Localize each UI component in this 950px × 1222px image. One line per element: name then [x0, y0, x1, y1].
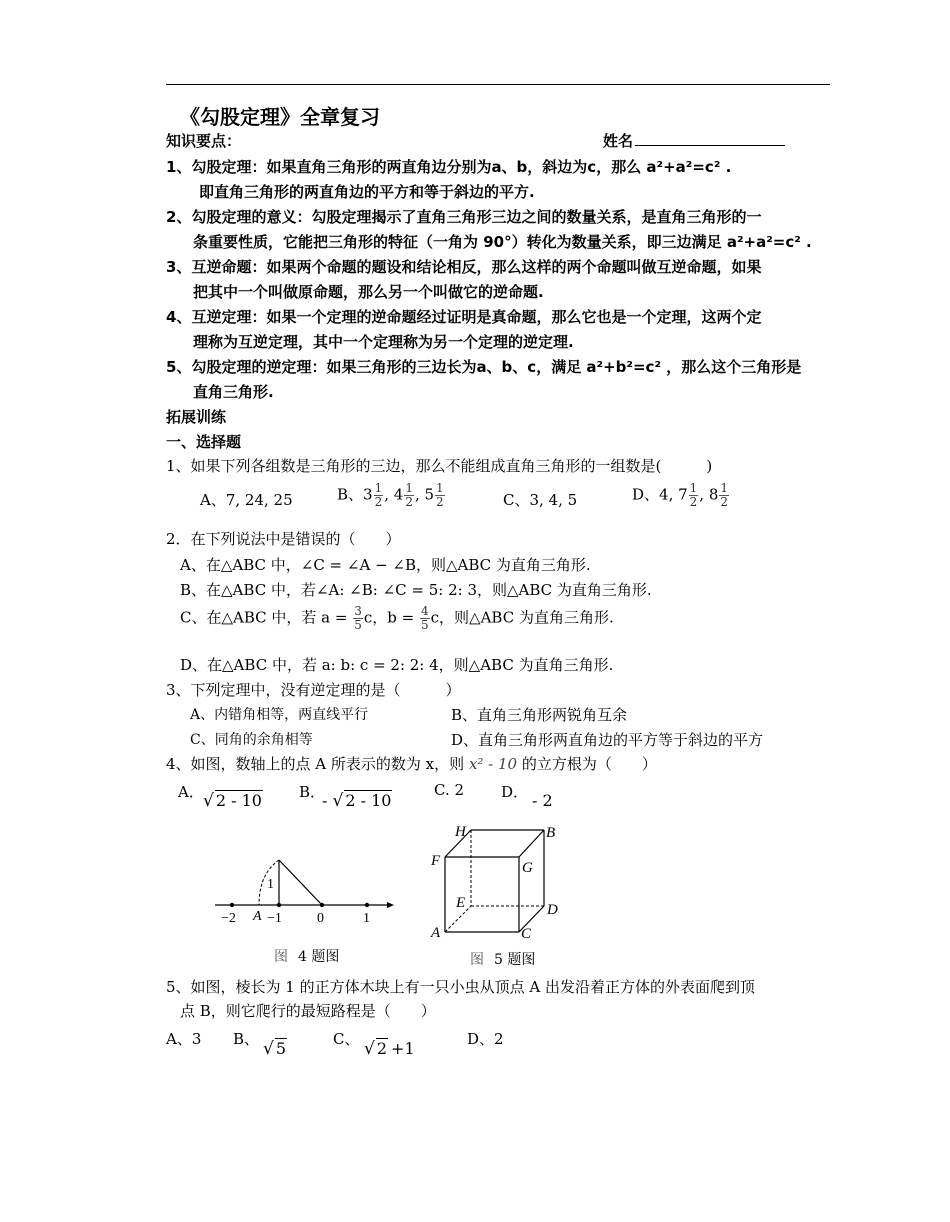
vertex-label: G	[522, 860, 533, 876]
q2-option-c[interactable]: C、在△ABC 中，若 a = $\frac{3}{5}$ c，b = $\frac{4}{5}$ c，则△ABC 为直角三角形.	[180, 604, 614, 632]
point-a-label: A	[253, 909, 262, 924]
q4-option-a-value: √ 2 - 10	[203, 791, 262, 811]
q4-option-d-value: - 2	[532, 791, 553, 810]
point-4: 4、互逆定理：如果一个定理的逆命题经过证明是真命题，那么它也是一个定理，这两个定	[166, 308, 762, 326]
fig4-caption: 图 4 题图	[274, 949, 340, 965]
point-5: 5、勾股定理的逆定理：如果三角形的三边长为a、b、c，满足 a²+b²=c² ，那么这个三角形是	[166, 358, 802, 376]
q1-stem: 1、如果下列各组数是三角形的三边，那么不能组成直角三角形的一组数是( )	[166, 457, 713, 475]
point-1: 1、勾股定理：如果直角三角形的两直角边分别为a、b，斜边为c，那么 a²+a²=c² .	[166, 158, 732, 176]
vertex-label: F	[431, 853, 441, 869]
q1-option-d[interactable]: D、4, 7 $\frac{1}{2}$ , 8 $\frac{1}{2}$	[632, 481, 729, 509]
tick-dot	[365, 903, 369, 907]
point-3: 3、互逆命题：如果两个命题的题设和结论相反，那么这样的两个命题叫做互逆命题，如果	[166, 258, 762, 276]
q3-option-b[interactable]: B、直角三角形两锐角互余	[451, 706, 628, 724]
cube-figure	[425, 820, 565, 945]
tick-label: 1	[363, 911, 370, 926]
q4-option-b[interactable]: B．	[299, 783, 326, 801]
vertex-label: B	[546, 825, 556, 841]
name-label: 姓名	[603, 132, 634, 150]
vertex-label: H	[455, 824, 466, 840]
q5-option-b[interactable]: B、	[233, 1030, 260, 1048]
vertex-label: E	[456, 895, 466, 911]
top-rule	[166, 84, 830, 85]
fig5-caption: 图 5 题图	[470, 952, 536, 968]
tick-dot	[230, 903, 234, 907]
q4-option-a[interactable]: A．	[178, 783, 204, 801]
vertex-label: A	[431, 925, 441, 941]
q5-option-c-value: √ 2 +1	[364, 1039, 415, 1059]
point-1-line-2: 即直角三角形的两直角边的平方和等于斜边的平方.	[199, 183, 535, 201]
name-field	[603, 130, 785, 151]
q2-option-d[interactable]: D、在△ABC 中，若 a: b: c = 2: 2: 4，则△ABC 为直角三角形.	[180, 656, 614, 674]
section-training: 拓展训练	[166, 408, 227, 426]
name-blank[interactable]	[635, 131, 785, 146]
q3-option-a[interactable]: A、内错角相等，两直线平行	[190, 707, 369, 723]
q5-option-c[interactable]: C、	[333, 1030, 360, 1048]
point-3-line-2: 把其中一个叫做原命题，那么另一个叫做它的逆命题.	[193, 283, 544, 301]
q4-option-d[interactable]: D．	[501, 783, 529, 801]
cube-edge	[519, 830, 544, 857]
q2-option-b[interactable]: B、在△ABC 中，若∠A: ∠B: ∠C = 5: 2: 3，则△ABC 为直角三角形.	[180, 581, 652, 599]
vertex-label: C	[521, 926, 532, 942]
page-title: 《勾股定理》全章复习	[180, 105, 380, 129]
q4-stem: 4、如图，数轴上的点 A 所表示的数为 x，则 x² - 10 的立方根为（ ）	[166, 755, 657, 773]
tick-label: 0	[317, 911, 324, 926]
q4-option-b-value: - √ 2 - 10	[322, 791, 392, 811]
q1-option-c[interactable]: C、3, 4, 5	[503, 491, 578, 509]
q2-option-a[interactable]: A、在△ABC 中，∠C = ∠A − ∠B，则△ABC 为直角三角形.	[180, 556, 591, 574]
q5-option-a[interactable]: A、3	[166, 1030, 202, 1048]
hypotenuse-segment	[279, 860, 322, 905]
q1-option-a[interactable]: A、7, 24, 25	[200, 491, 293, 509]
tick-label: −2	[221, 911, 236, 926]
vertex-label: D	[547, 902, 558, 918]
q5-option-b-value: √ 5	[263, 1039, 287, 1059]
q5-option-d[interactable]: D、2	[467, 1030, 504, 1048]
point-5-line-2: 直角三角形.	[193, 383, 274, 401]
q5-line-2: 点 B，则它爬行的最短路程是（ ）	[180, 1002, 436, 1020]
q1-option-b[interactable]: B、3 $\frac{1}{2}$ , 4 $\frac{1}{2}$ , 5 $\frac{1}{2}$	[337, 481, 444, 509]
axis-arrow-icon	[387, 902, 394, 908]
knowledge-heading: 知识要点：	[166, 132, 242, 150]
number-line-figure	[205, 822, 395, 934]
point-4-line-2: 理称为互逆定理，其中一个定理称为另一个定理的逆定理.	[193, 333, 574, 351]
q2-stem: 2．在下列说法中是错误的（ ）	[166, 530, 401, 548]
point-2: 2、勾股定理的意义：勾股定理揭示了直角三角形三边之间的数量关系，是直角三角形的一	[166, 208, 762, 226]
q3-option-d[interactable]: D、直角三角形两直角边的平方等于斜边的平方	[451, 731, 764, 749]
point-2-line-2: 条重要性质，它能把三角形的特征（一角为 90°）转化为数量关系，即三边满足 a²+a²=c² .	[193, 233, 812, 251]
height-label: 1	[267, 877, 274, 892]
section-choice: 一、选择题	[166, 433, 242, 451]
q3-stem: 3、下列定理中，没有逆定理的是（ ）	[166, 681, 461, 699]
q4-option-c[interactable]: C. 2	[434, 781, 465, 799]
tick-label: −1	[267, 911, 282, 926]
q3-option-c[interactable]: C、同角的余角相等	[190, 732, 313, 748]
q5-line-1: 5、如图，棱长为 1 的正方体木块上有一只小虫从顶点 A 出发沿着正方体的外表面爬到顶	[166, 978, 755, 996]
